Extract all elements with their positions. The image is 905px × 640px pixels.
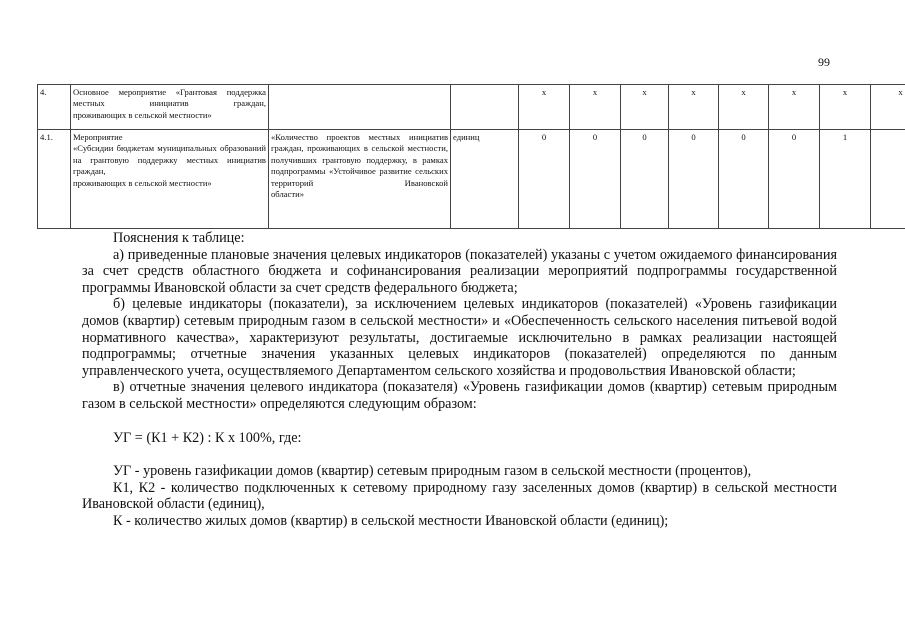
table-row — [38, 85, 905, 130]
indicators-table — [37, 84, 905, 229]
value-cell — [871, 130, 905, 229]
explanation-b: б) целевые индикаторы (показатели), за исключением целевых индикаторов (показателей) «Уровень газификации домов (квартир) сетевым природным газом в сельской местности» и «Обеспеченность сельского населения питьевой водой нормативного качества», характеризуют результаты, достигаемые исключительно в рамках реализации настоящей подпрограммы; отчетные значения указанных целевых индикаторов (показателей) определяются по данным управленческого учета, осуществляемого Департаментом сельского хозяйства и продовольствия Ивановской области; — [82, 296, 837, 379]
value-cell: 0 — [719, 130, 769, 229]
event-name-line: Основное мероприятие «Грантовая — [73, 87, 217, 97]
event-name-line: образований на грантовую поддержку — [73, 143, 266, 165]
page-number: 99 — [818, 55, 830, 69]
row-number: 4. — [38, 85, 71, 130]
event-name-line: «Субсидии бюджетам муниципальных — [73, 143, 217, 154]
value-cell: x — [669, 85, 719, 130]
indicator-name-line: подпрограммы «Устойчивое развитие — [271, 166, 412, 177]
value-cell: 0 — [769, 130, 820, 229]
event-name-line: местных инициатив граждан, — [73, 154, 266, 177]
indicator-name-line: инициатив граждан, проживающих в — [271, 132, 448, 154]
value-cell: 0 — [621, 130, 669, 229]
event-name-line: Мероприятие — [73, 132, 123, 142]
indicator-name-line: «Количество проектов местных — [271, 132, 401, 142]
value-cell: x — [820, 85, 871, 130]
table-row — [38, 130, 905, 229]
indicator-name-cell — [269, 130, 451, 229]
unit-cell: единиц — [451, 130, 519, 229]
indicator-name-line: грантовую поддержку, в рамках — [322, 154, 448, 165]
value-cell: 0 — [519, 130, 570, 229]
indicator-name-line: сельских территорий Ивановской — [271, 166, 448, 188]
explanation-c: в) отчетные значения целевого индикатора (показателя) «Уровень газификации домов (квартир) сетевым природным газом в сельской местности» определяются следующим образом: — [82, 379, 837, 412]
value-cell: x — [621, 85, 669, 130]
value-cell: x — [769, 85, 820, 130]
value-cell: x — [519, 85, 570, 130]
formula: УГ = (К1 + К2) : К x 100%, где: — [113, 429, 302, 446]
definition-k1-k2: К1, К2 - количество подключенных к сетевому природному газу заселенных домов (квартир) в сельской местности Ивановской области (единиц), — [82, 479, 837, 513]
row-number: 4.1. — [38, 130, 71, 229]
explanation-a: а) приведенные плановые значения целевых индикаторов (показателей) указаны с учетом ожидаемого финансирования за счет средств областного бюджета и софинансирования реализации мероприятий подпрограммы государственной программы Ивановской области за счет средств федерального бюджета; — [82, 246, 837, 296]
event-name-line: проживающих в сельской местности» — [73, 177, 212, 188]
value-cell: 1 — [820, 130, 871, 229]
value-cell: 0 — [570, 130, 621, 229]
indicator-name-cell — [269, 85, 451, 130]
value-cell: 0 — [669, 130, 719, 229]
indicator-name-line: сельской местности, получивших — [271, 143, 448, 165]
event-name-cell — [71, 85, 269, 130]
value-cell: x — [570, 85, 621, 130]
event-name-line: проживающих в сельской местности» — [73, 109, 212, 120]
value-cell: x — [871, 85, 905, 130]
value-cell: x — [719, 85, 769, 130]
event-name-cell — [71, 130, 269, 229]
event-name-line: поддержка местных инициатив граждан, — [73, 87, 266, 109]
unit-cell — [451, 85, 519, 130]
definition-k: К - количество жилых домов (квартир) в сельской местности Ивановской области (единиц); — [113, 512, 669, 529]
explanations-heading: Пояснения к таблице: — [113, 230, 245, 246]
definition-ug: УГ - уровень газификации домов (квартир) сетевым природным газом в сельской местности (процентов), — [113, 463, 752, 480]
explanations-section — [82, 230, 837, 530]
indicator-name-line: области» — [271, 189, 305, 200]
